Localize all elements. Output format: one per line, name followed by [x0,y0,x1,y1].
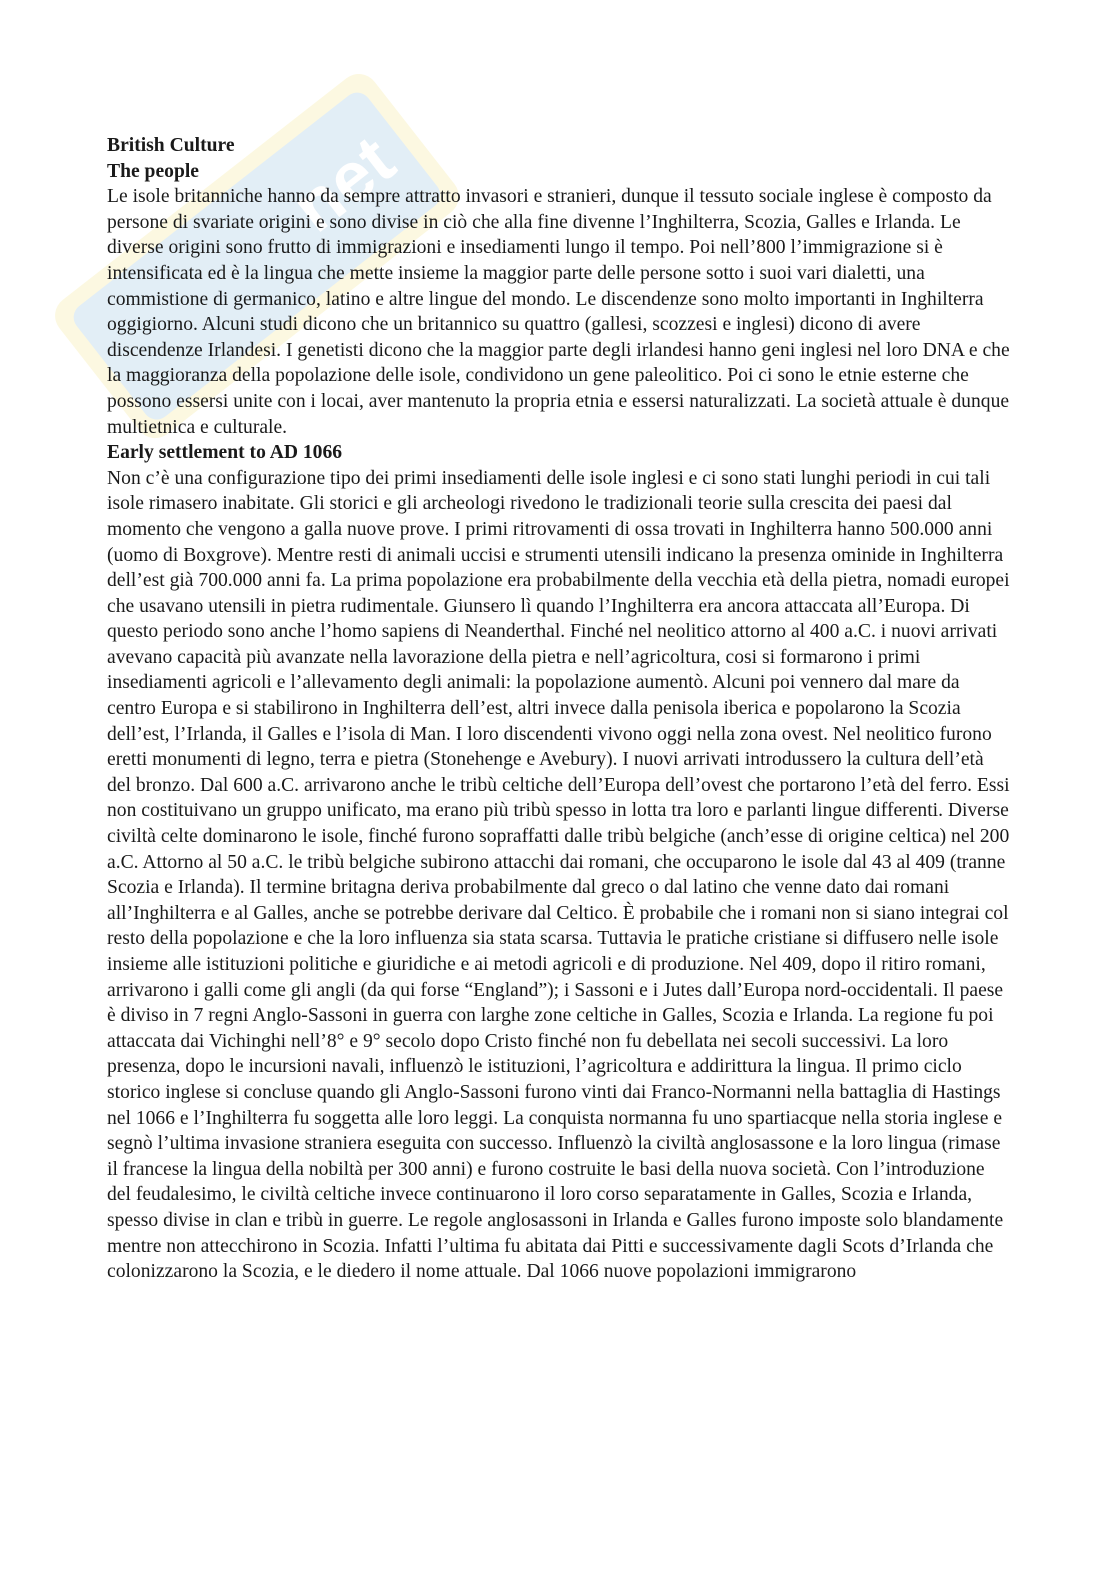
watermark-text: net [277,120,409,247]
document-title: British Culture [107,135,235,156]
document-body [107,133,1012,1285]
section-heading-early-settlement: Early settlement to AD 1066 [107,442,343,464]
section-text-people: Le isole britanniche hanno da sempre attratto invasori e stranieri, dunque il tessuto sociale inglese è composto da persone di svariate origini e sono divise in ciò che alla fine divenne l’Inghilterra, Scozia, Galles e Irlanda. Le diverse origini sono frutto di immigrazioni e insediamenti lungo il tempo. Poi nell’800 l’immigrazione si è intensificata ed è la lingua che mette insieme la maggior parte delle persone sotto i suoi vari dialetti, una commistione di germanico, latino e altre lingue del mondo. Le discendenze sono molto importanti in Inghilterra oggigiorno. Alcuni studi dicono che un britannico su quattro (gallesi, scozzesi e inglesi) dicono di avere discendenze Irlandesi. I genetisti dicono che la maggior parte degli irlandesi hanno geni inglesi nel loro DNA e che la maggioranza della popolazione delle isole, condividono un gene paleolitico. Poi ci sono le etnie esterne che possono essersi unite con i locai, aver mantenuto la propria etnia e essersi naturalizzati. La società attuale è dunque multietnica e culturale. [107,186,1010,438]
section-heading-people: The people [107,160,199,182]
section-text-early-settlement: Non c’è una configurazione tipo dei primi insediamenti delle isole inglesi e ci sono stati lunghi periodi in cui tali isole rimasero inabitate. Gli storici e gli archeologi rivedono le tradizionali teorie sulla crescita dei paesi dal momento che vengono a galla nuove prove. I primi ritrovamenti di ossa trovati in Inghilterra hanno 500.000 anni (uomo di Boxgrove). Mentre resti di animali uccisi e strumenti utensili indicano la presenza ominide in Inghilterra dell’est già 700.000 anni fa. La prima popolazione era probabilmente della vecchia età della pietra, nomadi europei che usavano utensili in pietra rudimentale. Giunsero lì quando l’Inghilterra era ancora attaccata all’Europa. Di questo periodo sono anche l’homo sapiens di Neanderthal. Finché nel neolitico attorno al 400 a.C. i nuovi arrivati avevano capacità più avanzate nella lavorazione della pietra e nell’agricoltura, cosi si formarono i primi insediamenti agricoli e l’allevamento degli animali: la popolazione aumentò. Alcuni poi vennero dal mare da centro Europa e si stabilirono in Inghilterra dell’est, altri invece dalla penisola iberica e popolarono la Scozia dell’est, l’Irlanda, il Galles e l’isola di Man. I loro discendenti vivono oggi nella zona ovest. Nel neolitico furono eretti monumenti di legno, terra e pietra (Stonehenge e Avebury). I nuovi arrivati introdussero la cultura dell’età del bronzo. Dal 600 a.C. arrivarono anche le tribù celtiche dell’Europa dell’ovest che portarono l’età del ferro. Essi non costituivano un gruppo unificato, ma erano più tribù spesso in lotta tra loro e parlanti lingue differenti. Diverse civiltà celte dominarono le isole, finché furono sopraffatti dalle tribù belgiche (anch’esse di origine celtica) nel 200 a.C. Attorno al 50 a.C. le tribù belgiche subirono attacchi dai romani, che occuparono le isole dal 43 al 409 (tranne Scozia e Irlanda). Il termine britagna deriva probabilmente dal greco o dal latino che venne dato dai romani all’Inghilterra e al Galles, anche se potrebbe derivare dal Celtico. È probabile che i romani non si siano integrai col resto della popolazione e che la loro influenza sia stata scarsa. Tuttavia le pratiche cristiane si diffusero nelle isole insieme alle istituzioni politiche e giuridiche e ai metodi agricoli e di produzione. Nel 409, dopo il ritiro romani, arrivarono i galli come gli angli (da qui forse “England”); i Sassoni e i Jutes dall’Europa nord-occidentali. Il paese è diviso in 7 regni Anglo-Sassoni in guerra con larghe zone celtiche in Galles, Scozia e Irlanda. La regione fu poi attaccata dai Vichinghi nell’8° e 9° secolo dopo Cristo finché non fu debellata nei secoli successivi. La loro presenza, dopo le incursioni navali, influenzò le istituzioni, l’agricoltura e addirittura la lingua. Il primo ciclo storico inglese si concluse quando gli Anglo-Sassoni furono vinti dai Franco-Normanni nella battaglia di Hastings nel 1066 e l’Inghilterra fu soggetta alle loro leggi. La conquista normanna fu uno spartiacque nella storia inglese e segnò l’ultima invasione straniera eseguita con successo. Influenzò la civiltà anglosassone e la loro lingua (rimase il francese la lingua della nobiltà per 300 anni) e furono costruite le basi della nuova società. Con l’introduzione del feudalesimo, le civiltà celtiche invece continuarono il loro corso separatamente in Galles, Scozia e Irlanda, spesso divise in clan e tribù in guerre. Le regole anglosassoni in Irlanda e Galles furono imposte solo blandamente mentre non attecchirono in Scozia. Infatti l’ultima fu abitata dai Pitti e successivamente dagli Scots d’Irlanda che colonizzarono la Scozia, e le diedero il nome attuale. Dal 1066 nuove popolazioni immigrarono [107,467,1010,1283]
